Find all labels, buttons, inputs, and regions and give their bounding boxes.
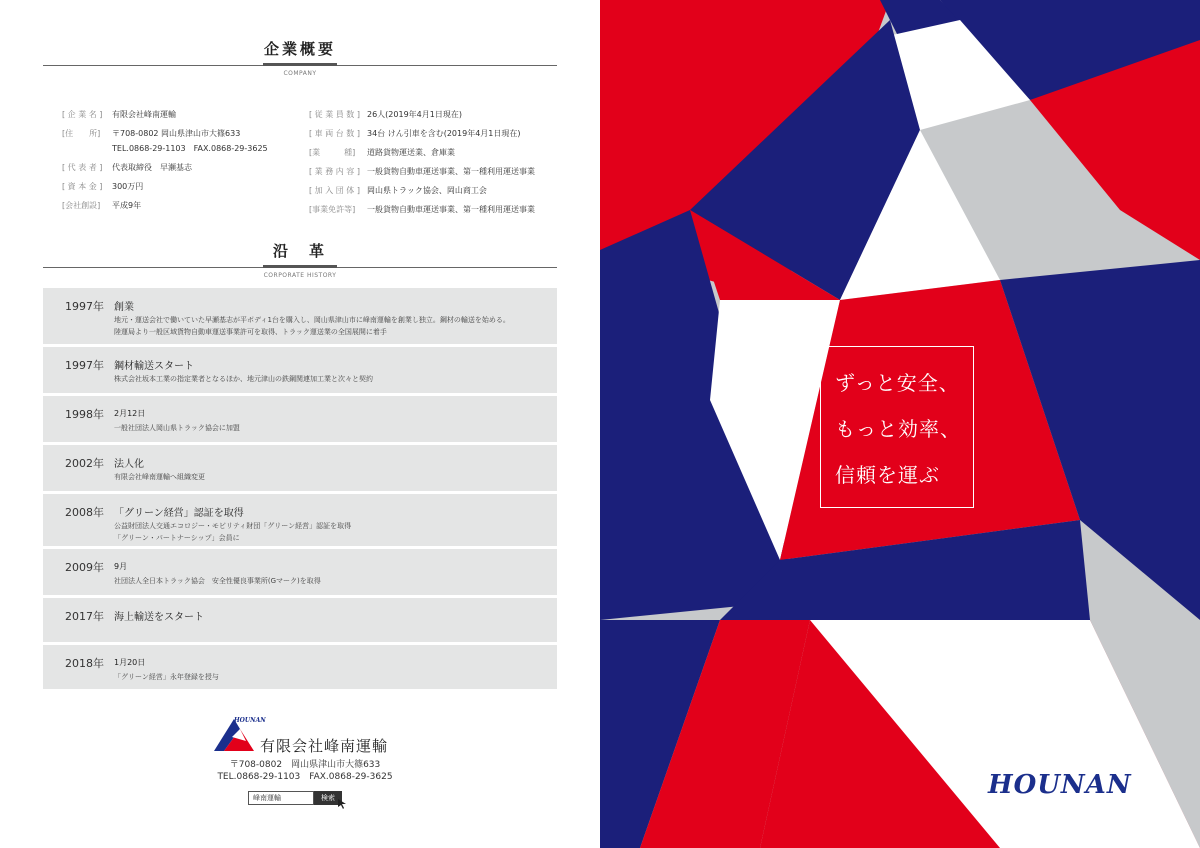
history-description-line: 公益財団法人交通エコロジー・モビリティ財団「グリーン経営」認証を取得: [114, 522, 352, 530]
info-row: [309, 148, 455, 158]
history-row: [43, 396, 557, 442]
heading-rule: [43, 267, 557, 268]
history-title: 鋼材輸送スタート: [114, 361, 194, 372]
footer-tel-line: TEL.0868-29-1103 FAX.0868-29-3625: [217, 772, 393, 782]
slogan-line: 信頼を運ぶ: [835, 463, 940, 487]
history-year: 2018年: [65, 657, 104, 670]
history-description-line: 一般社団法人岡山県トラック協会に加盟: [114, 424, 240, 432]
history-description-line: 有限会社峰南運輸へ組織変更: [114, 473, 205, 481]
info-row: [309, 129, 521, 139]
info-label: [会社創設]: [62, 201, 101, 210]
history-year: 1997年: [65, 359, 104, 372]
history-year: 2017年: [65, 610, 104, 623]
history-description-line: 社団法人全日本トラック協会 安全性優良事業所(Gマーク)を取得: [114, 577, 321, 585]
info-value: 〒708-0802 岡山県津山市大篠633: [112, 129, 241, 138]
slogan-box: [820, 346, 974, 508]
footer-company-name: 有限会社峰南運輸: [260, 737, 389, 755]
info-row: [309, 167, 535, 177]
info-value: TEL.0868-29-1103 FAX.0868-29-3625: [112, 144, 268, 153]
search-input[interactable]: 峰南運輸: [248, 791, 314, 805]
info-label: [ 企 業 名 ]: [62, 110, 103, 119]
logo-wordmark: HOUNAN: [234, 717, 266, 724]
history-description: [114, 314, 510, 338]
info-label: [ 車 両 台 数 ]: [309, 129, 360, 138]
info-value: 34台 けん引車を含む(2019年4月1日現在): [367, 129, 521, 138]
info-value: 一般貨物自動車運送事業、第一種利用運送事業: [367, 167, 535, 176]
history-year: 1997年: [65, 300, 104, 313]
history-subtitle: CORPORATE HISTORY: [263, 272, 337, 279]
info-value: 平成9年: [112, 201, 142, 210]
cover-brand-logo: HOUNAN: [988, 770, 1132, 800]
history-title: 沿 革: [272, 242, 327, 260]
history-title: 1月20日: [114, 658, 146, 667]
info-label: [業 種]: [309, 148, 356, 157]
info-value: 一般貨物自動車運送事業、第一種利用運送事業: [367, 205, 535, 214]
history-heading: [43, 240, 557, 279]
history-title: 創業: [114, 302, 134, 313]
info-label: [ 従 業 員 数 ]: [309, 110, 360, 119]
history-row: [43, 645, 557, 689]
info-value: 有限会社峰南運輸: [112, 110, 176, 119]
info-row: [309, 110, 462, 120]
info-value: 岡山県トラック協会、岡山商工会: [367, 186, 487, 195]
footer-address: [210, 759, 400, 783]
info-label: [ 資 本 金 ]: [62, 182, 103, 191]
info-row: [62, 110, 176, 120]
history-description: [114, 520, 351, 544]
info-row: [62, 182, 143, 192]
history-row: [43, 445, 557, 491]
info-label: [ 加 入 団 体 ]: [309, 186, 360, 195]
info-label: [ 業 務 内 容 ]: [309, 167, 360, 176]
history-year: 2009年: [65, 561, 104, 574]
cover-page: [600, 0, 1200, 848]
info-row: [309, 205, 535, 215]
info-row: [62, 201, 141, 211]
info-value: 道路貨物運送業、倉庫業: [367, 148, 455, 157]
info-row: [62, 129, 240, 139]
history-description-line: 地元・運送会社で働いていた早瀬基志が平ボディ1台を購入し、岡山県津山市に峰南運輸を創業し独立。鋼材の輸送を始める。: [114, 316, 510, 324]
info-row: [62, 144, 268, 154]
history-title: 海上輸送をスタート: [114, 612, 204, 623]
heading-rule: [43, 65, 557, 66]
history-description: [114, 471, 205, 483]
info-row: [62, 163, 192, 173]
info-label: [住 所]: [62, 129, 101, 138]
history-description: [114, 575, 321, 587]
history-description: [114, 422, 240, 434]
company-overview-subtitle: COMPANY: [283, 70, 317, 77]
company-overview-title: 企業概要: [263, 40, 336, 58]
search-button-label: 検索: [321, 794, 335, 802]
history-description: [114, 671, 219, 683]
history-row: [43, 598, 557, 642]
info-row: [309, 186, 487, 196]
info-value: 300万円: [112, 182, 144, 191]
history-list: [43, 288, 557, 692]
history-description-line: 「グリーン経営」永年登録を授与: [114, 673, 219, 681]
cursor-icon: [338, 799, 348, 809]
history-title: 法人化: [114, 459, 144, 470]
company-overview-heading: [43, 38, 557, 77]
history-row: [43, 494, 557, 546]
footer-address-line: 〒708-0802 岡山県津山市大篠633: [229, 760, 381, 770]
history-description: [114, 373, 373, 385]
history-description-line: 「グリーン・パートナーシップ」会員に: [114, 534, 240, 542]
slogan-line: ずっと安全、: [835, 371, 960, 395]
history-year: 2008年: [65, 506, 104, 519]
history-description-line: 株式会社坂本工業の指定業者となるほか、地元津山の鉄鋼関連加工業と次々と契約: [114, 375, 373, 383]
info-label: [事業免許等]: [309, 205, 356, 214]
history-title: 9月: [114, 562, 128, 571]
history-year: 1998年: [65, 408, 104, 421]
history-row: [43, 549, 557, 595]
history-title: 2月12日: [114, 409, 146, 418]
info-label: [ 代 表 者 ]: [62, 163, 103, 172]
history-row: [43, 347, 557, 393]
history-row: [43, 288, 557, 344]
history-year: 2002年: [65, 457, 104, 470]
history-description-line: 陸運局より一般区域貨物自動車運送事業許可を取得、トラック運送業の全国展開に着手: [114, 328, 387, 336]
info-value: 代表取締役 早瀬基志: [112, 163, 192, 172]
slogan-line: もっと効率、: [835, 417, 961, 441]
history-title: 「グリーン経営」認証を取得: [114, 508, 244, 519]
info-value: 26人(2019年4月1日現在): [367, 110, 462, 119]
